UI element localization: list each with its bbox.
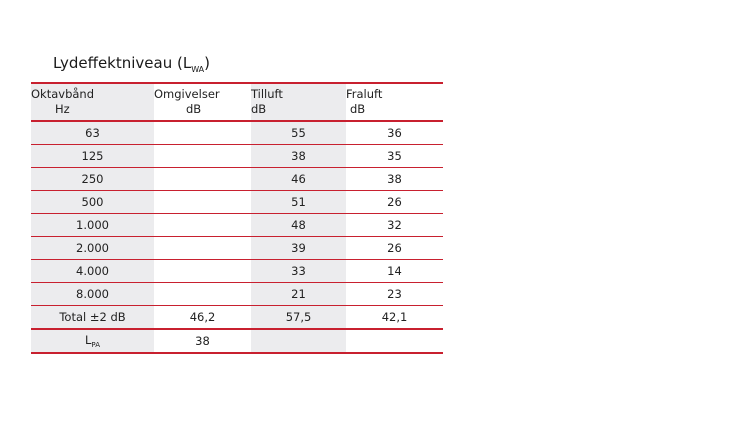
table-row — [31, 145, 443, 168]
total-supply: 57,5 — [251, 306, 346, 330]
cell-exhaust: 38 — [346, 168, 443, 191]
cell-exhaust: 35 — [346, 145, 443, 168]
table-row — [31, 260, 443, 283]
total-surroundings: 46,2 — [154, 306, 251, 330]
cell-supply: 21 — [251, 283, 346, 306]
lpa-label-text: L — [85, 333, 92, 347]
header-line1: Fraluft — [346, 87, 383, 101]
cell-supply: 38 — [251, 145, 346, 168]
cell-octave: 1.000 — [31, 214, 154, 237]
cell-surroundings — [154, 237, 251, 260]
cell-exhaust: 32 — [346, 214, 443, 237]
cell-surroundings — [154, 191, 251, 214]
cell-supply: 46 — [251, 168, 346, 191]
sound-power-table — [31, 82, 443, 354]
total-row — [31, 306, 443, 330]
lpa-exhaust — [346, 329, 443, 353]
header-line1: Tilluft — [251, 87, 283, 101]
header-exhaust-air — [346, 83, 443, 121]
title-subscript: WA — [191, 65, 205, 74]
cell-supply: 55 — [251, 121, 346, 145]
table-row — [31, 214, 443, 237]
cell-octave: 8.000 — [31, 283, 154, 306]
lpa-label — [31, 329, 154, 353]
cell-octave: 4.000 — [31, 260, 154, 283]
cell-exhaust: 26 — [346, 191, 443, 214]
table-row — [31, 191, 443, 214]
header-line2: Hz — [55, 102, 70, 116]
header-octave-band — [31, 83, 154, 121]
table-row — [31, 168, 443, 191]
cell-octave: 2.000 — [31, 237, 154, 260]
lpa-label-subscript: PA — [91, 341, 100, 349]
cell-octave: 250 — [31, 168, 154, 191]
table-row — [31, 237, 443, 260]
cell-surroundings — [154, 168, 251, 191]
cell-exhaust: 14 — [346, 260, 443, 283]
cell-surroundings — [154, 145, 251, 168]
cell-surroundings — [154, 121, 251, 145]
header-line2: dB — [186, 102, 202, 116]
header-line2: dB — [251, 102, 267, 116]
header-line1: Oktavbånd — [31, 87, 95, 101]
title-text: Lydeffektniveau (L — [53, 54, 192, 72]
header-supply-air — [251, 83, 346, 121]
cell-octave: 63 — [31, 121, 154, 145]
header-line1: Omgivelser — [154, 87, 220, 101]
table-row — [31, 121, 443, 145]
cell-surroundings — [154, 260, 251, 283]
cell-surroundings — [154, 214, 251, 237]
cell-supply: 48 — [251, 214, 346, 237]
header-row — [31, 83, 443, 121]
header-line2: dB — [350, 102, 366, 116]
total-exhaust: 42,1 — [346, 306, 443, 330]
table-row — [31, 283, 443, 306]
title-close: ) — [204, 54, 211, 72]
cell-surroundings — [154, 283, 251, 306]
cell-supply: 39 — [251, 237, 346, 260]
total-label: Total ±2 dB — [31, 306, 154, 330]
lpa-surroundings: 38 — [154, 329, 251, 353]
cell-exhaust: 26 — [346, 237, 443, 260]
cell-supply: 51 — [251, 191, 346, 214]
cell-octave: 125 — [31, 145, 154, 168]
cell-supply: 33 — [251, 260, 346, 283]
header-surroundings — [154, 83, 251, 121]
lpa-supply — [251, 329, 346, 353]
cell-exhaust: 23 — [346, 283, 443, 306]
table-title — [53, 54, 210, 74]
lpa-row — [31, 329, 443, 353]
cell-octave: 500 — [31, 191, 154, 214]
cell-exhaust: 36 — [346, 121, 443, 145]
